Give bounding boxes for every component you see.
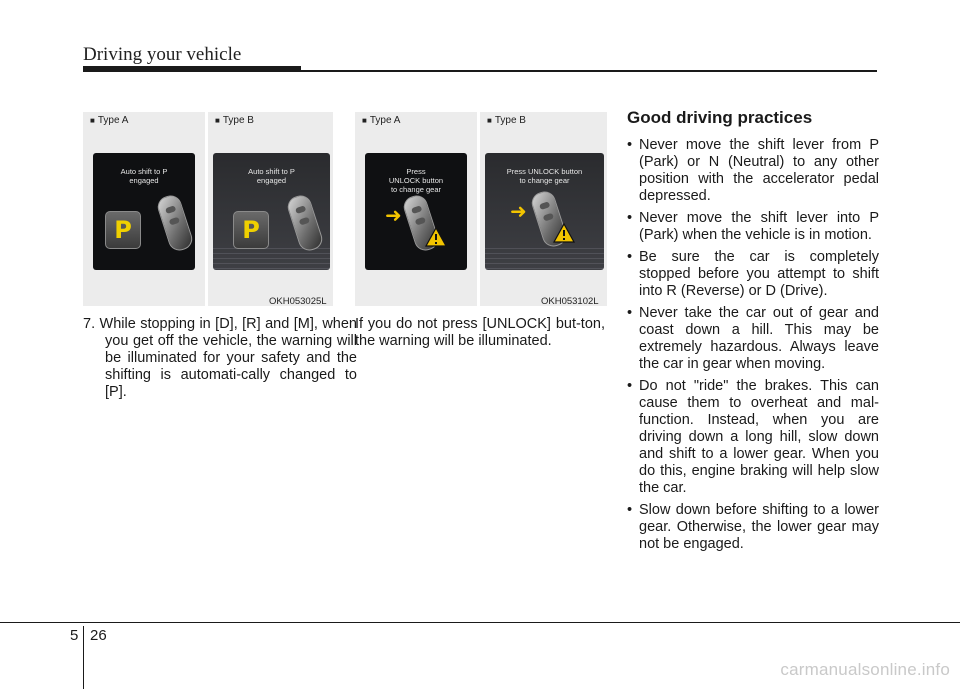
panel-label: ■ Type B (215, 115, 254, 126)
screen-message: Press UNLOCK button to change gear (506, 167, 583, 185)
bullet-item: • Never move the shift lever from P (Park) or N (Neutral) to any other position with the accelerator pedal depressed. (627, 137, 879, 204)
cluster-screen (485, 153, 604, 270)
bullet-item: • Do not "ride" the brakes. This can cause them to overheat and mal-function. Instead, when you are driving down a long hill, slow down and shift to a lower gear. When you do this, engine braking will help slow the car. (627, 378, 879, 496)
warning-triangle-icon (425, 227, 447, 247)
screen-message: Auto shift to P engaged (120, 167, 168, 185)
figure-unlock-warning (355, 112, 607, 306)
park-p-icon: P (233, 211, 269, 249)
figure-panel-type-b (480, 112, 607, 306)
bullet-item: • Slow down before shifting to a lower gear. Otherwise, the lower gear may not be engaged. (627, 502, 879, 552)
figure-code: OKH053102L (541, 296, 599, 307)
panel-label: ■ Type A (90, 115, 129, 126)
header-rule-thin (301, 70, 877, 72)
arrow-right-icon: ➜ (385, 205, 402, 227)
unlock-warning-text: If you do not press [UNLOCK] but-ton, the warning will be illuminated. (355, 316, 605, 349)
cluster-screen (93, 153, 195, 270)
panel-label: ■ Type B (487, 115, 526, 126)
warning-triangle-icon (553, 223, 575, 243)
header-rule-thick (83, 66, 301, 72)
park-p-icon: P (105, 211, 141, 249)
figure-panel-type-a (355, 112, 477, 306)
smart-key-icon (155, 193, 195, 254)
chapter-number: 5 (70, 627, 79, 644)
footer-divider (83, 626, 84, 689)
screen-message: Auto shift to P engaged (248, 167, 295, 185)
bullet-item: • Never take the car out of gear and coast down a hill. This may be extremely hazardous. Always leave the car in gear when moving. (627, 305, 879, 372)
figure-panel-type-b (208, 112, 333, 306)
arrow-right-icon: ➜ (510, 201, 527, 223)
watermark[interactable]: carmanualsonline.info (780, 660, 950, 679)
panel-label: ■ Type A (362, 115, 401, 126)
page-number: 26 (90, 627, 107, 644)
bullet-item: • Never move the shift lever into P (Park) when the vehicle is in motion. (627, 210, 879, 243)
figure-panel-type-a (83, 112, 205, 306)
bullet-item: • Be sure the car is completely stopped before you attempt to shift into R (Reverse) or D (Drive). (627, 249, 879, 299)
footer-rule (0, 622, 960, 623)
screen-message: Press UNLOCK button to change gear (388, 167, 444, 194)
cluster-screen (213, 153, 330, 270)
figure-code: OKH053025L (269, 296, 327, 307)
floor-lines-decoration (485, 244, 604, 270)
section-heading: Good driving practices (627, 108, 813, 127)
figure-auto-shift (83, 112, 333, 306)
page-header-title: Driving your vehicle (83, 44, 242, 65)
cluster-screen (365, 153, 467, 270)
step-7-text: 7. While stopping in [D], [R] and [M], when you get off the vehicle, the warning will be illuminated for your safety and the shifting is automati-cally changed to [P]. (83, 316, 357, 400)
good-practices-section (627, 108, 879, 558)
